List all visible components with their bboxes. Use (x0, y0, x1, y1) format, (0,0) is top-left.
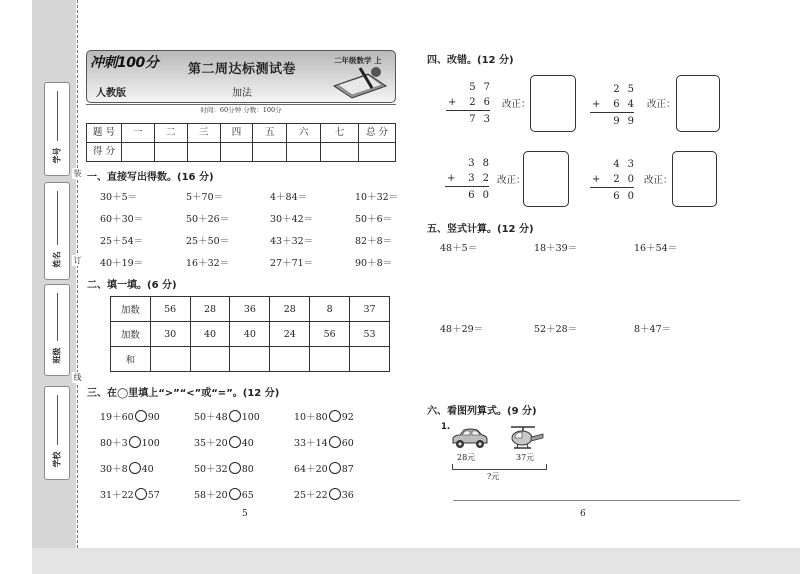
addend-row (445, 171, 497, 186)
addend-row (445, 156, 497, 171)
table-cell: 37 (350, 297, 390, 322)
school-label: 学校 (52, 451, 62, 468)
correction-problem (446, 80, 498, 127)
addend-row (446, 80, 498, 95)
addend-bottom: 32 (468, 173, 497, 184)
addend-bottom: 26 (469, 97, 498, 108)
answer-circle (129, 462, 141, 474)
compare-left: 58＋20 (194, 490, 228, 501)
toy-helicopter-icon (505, 424, 547, 452)
total-price: ?元 (487, 472, 500, 481)
addend-top: 57 (469, 82, 498, 93)
math-item: 90＋8＝ (355, 258, 393, 269)
plus-sign: + (448, 97, 457, 108)
toy-car-icon (450, 428, 490, 450)
topic-label: 加法 (232, 88, 252, 99)
score-cell (359, 143, 396, 162)
math-item: 43＋32＝ (270, 236, 314, 247)
student-number-label: 学号 (52, 147, 62, 164)
compare-item (100, 487, 194, 501)
answer-circle (135, 488, 147, 500)
compare-item (294, 487, 394, 501)
fix-label: 改正： (647, 99, 676, 110)
score-cell (321, 143, 359, 162)
math-item: 10＋32＝ (355, 192, 399, 203)
compare-right: 60 (341, 438, 354, 449)
sum-line (446, 110, 490, 111)
math-item: 30＋5＝ (100, 192, 138, 203)
math-item: 40＋19＝ (100, 258, 144, 269)
correction-box (530, 75, 576, 132)
table-cell (350, 347, 390, 372)
math-item: 16＋32＝ (186, 258, 230, 269)
compare-right: 36 (341, 490, 354, 501)
plus-sign: + (447, 173, 456, 184)
section2-title: 二、填一填。(6 分) (87, 280, 177, 291)
addend-row (590, 157, 642, 172)
compare-left: 50＋48 (194, 412, 228, 423)
addend-row (590, 97, 642, 112)
column-calc-item: 48＋5＝ (440, 243, 478, 254)
fix-label: 改正： (644, 175, 673, 186)
correction-problem (445, 156, 497, 203)
result-row (590, 189, 642, 204)
addend-row (446, 95, 498, 110)
table-row (111, 347, 390, 372)
answer-circle (329, 488, 341, 500)
score-table (86, 123, 396, 162)
table-cell (150, 347, 190, 372)
compare-right: 57 (147, 490, 160, 501)
compare-grid (100, 403, 394, 507)
question-number: 1. (441, 422, 451, 432)
compare-right: 92 (341, 412, 354, 423)
compare-left: 30＋8 (100, 464, 128, 475)
school-box (44, 386, 70, 480)
addition-fill-table (110, 296, 390, 372)
sum-line (590, 187, 634, 188)
wrong-result: 60 (613, 191, 642, 202)
math-item: 25＋50＝ (186, 236, 230, 247)
addend-bottom: 64 (613, 99, 642, 110)
answer-circle (135, 410, 147, 422)
compare-right: 87 (341, 464, 354, 475)
table-cell: 30 (150, 322, 190, 347)
correction-box (672, 151, 717, 207)
compare-left: 64＋20 (294, 464, 328, 475)
table-cell: 53 (350, 322, 390, 347)
test-title: 第二周达标测试卷 (188, 62, 297, 77)
score-header-cell: 六 (287, 124, 321, 143)
cut-mark: 线 (73, 373, 82, 382)
compare-right: 90 (147, 412, 160, 423)
math-item: 27＋71＝ (270, 258, 314, 269)
wrong-result: 73 (469, 114, 498, 125)
edition-label: 人教版 (96, 88, 126, 99)
sum-line (445, 186, 489, 187)
write-line (57, 91, 58, 141)
page-number-right: 6 (580, 509, 586, 519)
score-header-row (87, 124, 396, 143)
compare-item (194, 435, 294, 449)
cut-mark: 订 (73, 256, 82, 265)
table-cell: 40 (230, 322, 270, 347)
compare-right: 100 (141, 438, 160, 449)
compare-item (194, 409, 294, 423)
table-row (111, 297, 390, 322)
column-calc-item: 18＋39＝ (534, 243, 578, 254)
score-header-cell: 四 (220, 124, 253, 143)
fix-label: 改正： (497, 175, 526, 186)
score-cell (253, 143, 287, 162)
math-item: 60＋30＝ (100, 214, 144, 225)
compare-right: 80 (241, 464, 254, 475)
student-name-label: 姓名 (52, 251, 62, 268)
score-header-cell: 二 (154, 124, 187, 143)
score-cell (154, 143, 187, 162)
compare-left: 10＋80 (294, 412, 328, 423)
compare-left: 50＋32 (194, 464, 228, 475)
student-number-box (44, 82, 70, 176)
plus-sign: + (592, 99, 601, 110)
car-price: 28元 (457, 453, 476, 462)
brand-logo: 冲刺100分 (90, 55, 159, 71)
mental-math-grid (100, 185, 425, 273)
column-calc-item: 16＋54＝ (634, 243, 678, 254)
result-row (445, 188, 497, 203)
score-header-cell: 总 分 (359, 124, 396, 143)
plus-sign: + (592, 174, 601, 185)
addend-top: 38 (468, 158, 497, 169)
compare-item (100, 461, 194, 475)
compare-left: 35＋20 (194, 438, 228, 449)
cut-line (77, 0, 78, 548)
sum-line (590, 112, 634, 113)
cut-mark: 装 (73, 169, 82, 178)
score-header-cell: 三 (187, 124, 220, 143)
score-row (87, 143, 396, 162)
compare-left: 33＋14 (294, 438, 328, 449)
correction-box (676, 75, 720, 132)
row-label: 加数 (111, 322, 151, 347)
column-calc-item: 48＋29＝ (440, 324, 484, 335)
grade-label: 二年级数学 上 (334, 56, 382, 65)
footer-rule (453, 500, 740, 501)
math-item: 30＋42＝ (270, 214, 314, 225)
table-cell: 40 (190, 322, 230, 347)
section6-title: 六、看图列算式。(9 分) (427, 406, 537, 417)
correction-problem (590, 82, 642, 129)
section5-title: 五、竖式计算。(12 分) (427, 224, 534, 235)
compare-item (194, 487, 294, 501)
bottom-shadow (32, 548, 800, 574)
table-cell: 56 (150, 297, 190, 322)
score-cell (287, 143, 321, 162)
math-item: 50＋26＝ (186, 214, 230, 225)
table-cell (310, 347, 350, 372)
row-label: 和 (111, 347, 151, 372)
total-bracket (452, 464, 547, 470)
page-number-left: 5 (242, 509, 248, 519)
fix-label: 改正： (502, 99, 531, 110)
table-cell: 28 (190, 297, 230, 322)
score-cell (121, 143, 154, 162)
score-header-cell: 一 (121, 124, 154, 143)
class-box (44, 284, 70, 376)
table-cell (270, 347, 310, 372)
addend-top: 25 (613, 84, 642, 95)
answer-circle (129, 436, 141, 448)
answer-circle (229, 462, 241, 474)
table-cell: 56 (310, 322, 350, 347)
write-line (57, 191, 58, 245)
answer-circle (329, 436, 341, 448)
result-row (590, 114, 642, 129)
score-row-label: 得 分 (87, 143, 122, 162)
addend-row (590, 82, 642, 97)
compare-item (294, 461, 394, 475)
compare-item (100, 409, 194, 423)
column-calc-item: 52＋28＝ (534, 324, 578, 335)
table-cell (230, 347, 270, 372)
wrong-result: 99 (613, 116, 642, 127)
section4-title: 四、改错。(12 分) (427, 55, 514, 66)
compare-right: 100 (241, 412, 260, 423)
column-calc-item: 8＋47＝ (634, 324, 672, 335)
write-line (57, 395, 58, 445)
compare-left: 19＋60 (100, 412, 134, 423)
table-cell: 24 (270, 322, 310, 347)
compare-right: 40 (141, 464, 154, 475)
score-header-cell: 七 (321, 124, 359, 143)
write-line (57, 293, 58, 341)
correction-problem (590, 157, 642, 204)
score-header-cell: 五 (253, 124, 287, 143)
compare-item (294, 435, 394, 449)
table-cell: 8 (310, 297, 350, 322)
table-row (111, 322, 390, 347)
math-item: 50＋6＝ (355, 214, 393, 225)
helicopter-price: 37元 (516, 453, 535, 462)
answer-circle (229, 410, 241, 422)
compare-left: 80＋3 (100, 438, 128, 449)
table-cell: 36 (230, 297, 270, 322)
addend-row (590, 172, 642, 187)
student-name-box (44, 182, 70, 280)
answer-circle (229, 488, 241, 500)
time-score-info: 时间：60分钟 分数：100分 (200, 106, 282, 114)
class-label: 班级 (52, 347, 62, 364)
row-label: 加数 (111, 297, 151, 322)
math-item: 25＋54＝ (100, 236, 144, 247)
compare-left: 31＋22 (100, 490, 134, 501)
table-cell (190, 347, 230, 372)
compare-left: 25＋22 (294, 490, 328, 501)
compare-right: 65 (241, 490, 254, 501)
math-item: 5＋70＝ (186, 192, 224, 203)
addend-top: 43 (613, 159, 642, 170)
answer-circle (329, 462, 341, 474)
compare-right: 40 (241, 438, 254, 449)
math-item: 82＋8＝ (355, 236, 393, 247)
addend-bottom: 20 (613, 174, 642, 185)
compare-item (194, 461, 294, 475)
math-item: 4＋84＝ (270, 192, 308, 203)
compare-item (100, 435, 194, 449)
section1-title: 一、直接写出得数。(16 分) (87, 172, 214, 183)
result-row (446, 112, 498, 127)
score-cell (187, 143, 220, 162)
answer-circle (329, 410, 341, 422)
compare-item (294, 409, 394, 423)
answer-circle (229, 436, 241, 448)
score-cell (220, 143, 253, 162)
book-pencil-illustration (328, 64, 392, 100)
table-cell: 28 (270, 297, 310, 322)
section3-title: 三、在◯里填上“>”“<”或“=”。(12 分) (87, 388, 280, 399)
score-header-cell: 题 号 (87, 124, 122, 143)
correction-box (523, 151, 569, 207)
wrong-result: 60 (468, 190, 497, 201)
